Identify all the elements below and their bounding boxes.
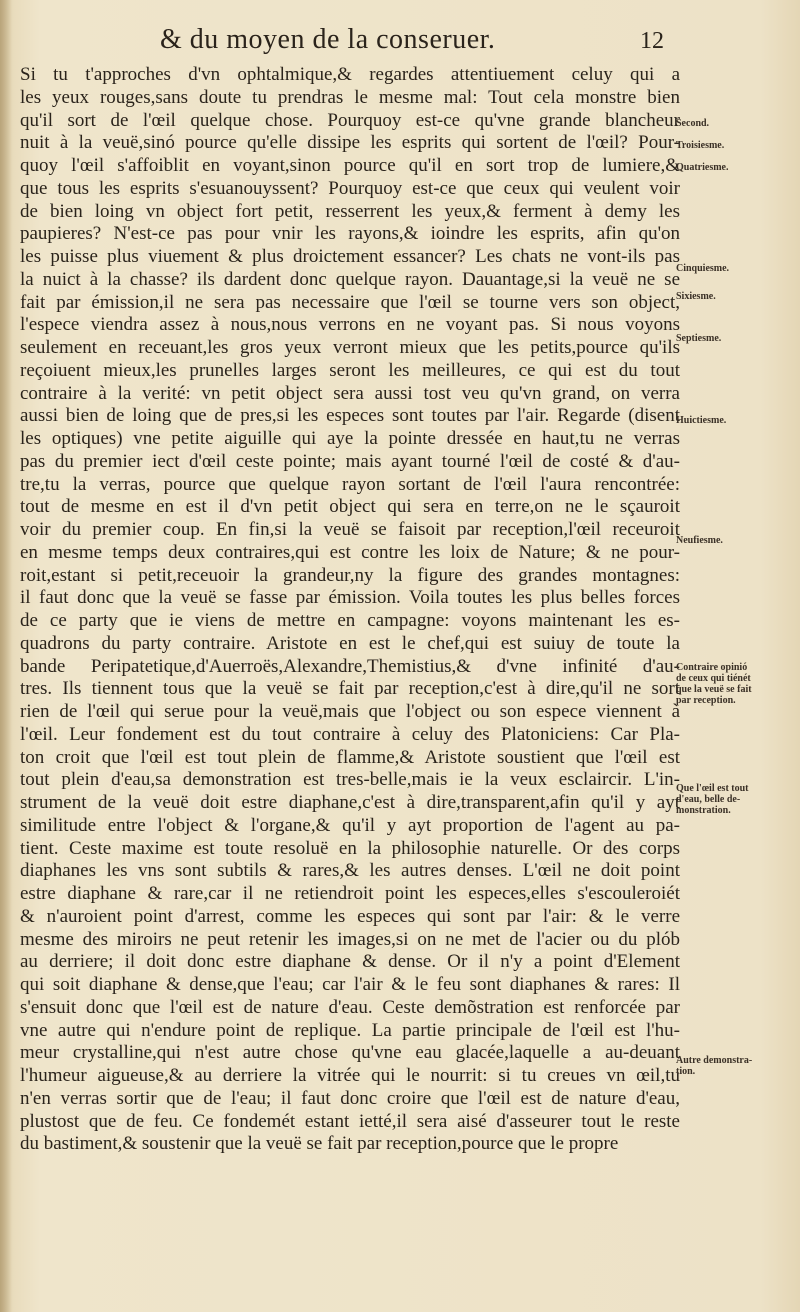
text-line: l'humeur aigueuse,& au derriere la vitrée qui le nourrit: si tu creues vn œil,tu <box>20 1065 680 1086</box>
text-line: vne autre qui n'endure point de replique. La partie principale de l'œil est l'hu- <box>20 1019 680 1041</box>
margin-note-line: monstration. <box>676 805 731 816</box>
text-line: rien de l'œil qui serue pour la veuë,mais que l'object ou son espece viennent à <box>20 701 680 722</box>
margin-note-line: tion. <box>676 1066 696 1077</box>
text-line: voir du premier coup. En fin,si la veuë se faisoit par reception,l'œil receuroit <box>20 519 680 540</box>
text-line: estre diaphane & rare,car il ne retiendroit point les especes,elles s'escouleroiét <box>20 883 680 904</box>
text-line: mesme des miroirs ne peut retenir les images,si on ne met de l'acier ou du plób <box>20 928 680 950</box>
margin-note <box>676 662 796 706</box>
text-line: contraire à la verité: vn petit object sera aussi tost veu qu'vn grand, on verra <box>20 382 680 404</box>
margin-note <box>676 783 796 816</box>
text-line: diaphanes les vns sont subtils & rares,& les autres denses. L'œil ne doit point <box>20 860 680 882</box>
margin-note-line: Sixiesme. <box>676 291 716 302</box>
page-number: 12 <box>640 28 664 54</box>
text-line: quoy l'œil s'affoiblit en voyant,sinon pource qu'il en sort trop de lumiere,& <box>20 155 680 176</box>
text-line: roit,estant si petit,receuoir la grandeur,ny la figure des grandes montagnes: <box>20 564 680 586</box>
margin-note <box>676 162 796 173</box>
text-line: ton croit que l'œil est tout plein de flamme,& Aristote soustient que l'œil est <box>20 746 680 768</box>
margin-note <box>676 263 796 274</box>
text-line: meur crystalline,qui n'est autre chose qu'vne eau glacée,laquelle a au-deuant <box>20 1042 680 1064</box>
margin-note <box>676 535 796 546</box>
text-line: strument de la veuë doit estre diaphane,c'est à dire,transparent,afin qu'il y ayt <box>20 792 680 813</box>
body-text <box>20 64 680 1156</box>
text-line: que tous les esprits s'esuanouyssent? Pourquoy est-ce que ceux qui veulent voir <box>20 177 680 199</box>
text-line: les yeux rouges,sans doute tu prendras le mesme mal: Tout cela monstre bien <box>20 86 680 108</box>
text-line: aussi bien de loing que de pres,si les especes sont toutes par l'air. Regarde (disent <box>20 405 680 427</box>
text-line: l'espece viendra assez à nous,nous verrons en ne voyant pas. Si nous voyons <box>20 314 680 336</box>
margin-note-line: de ceux qui tiénét <box>676 673 751 684</box>
text-line: tout de mesme en est il d'vn petit object qui sera en terre,on ne le sçauroit <box>20 496 680 518</box>
text-line: tout plein d'eau,sa demonstration est tres-belle,mais ie la veux esclaircir. L'in- <box>20 769 680 791</box>
text-line: tient. Ceste maxime est toute resoluë en la philosophie naturelle. Or des corps <box>20 837 680 859</box>
page-header <box>160 24 664 64</box>
text-line: plustost que de feu. Ce fondemét estant ietté,il sera aisé d'asseurer tout le reste <box>20 1110 680 1132</box>
text-line: paupieres? N'est-ce pas pour vnir les rayons,& ioindre les esprits, afin qu'on <box>20 223 680 245</box>
text-line: quadrons du party contraire. Aristote en est le chef,qui est suiuy de toute la <box>20 632 680 654</box>
margin-note-line: Huictiesme. <box>676 415 727 426</box>
text-line: & n'auroient point d'arrest, comme les especes qui sont par l'air: & le verre <box>20 905 680 927</box>
text-line: fait par émission,il ne sera pas necessaire que l'œil se tourne vers son object, <box>20 291 680 313</box>
margin-note-line: Que l'œil est tout <box>676 783 749 794</box>
margin-note-line: Troisiesme. <box>676 140 725 151</box>
text-line: il faut donc que la veuë se fasse par émission. Voila toutes les plus belles forces <box>20 587 680 609</box>
margin-note <box>676 1055 796 1077</box>
text-line: n'en verras sortir que de l'eau; il faut donc croire que l'œil est de nature d'eau, <box>20 1087 680 1109</box>
margin-note <box>676 291 796 302</box>
text-line: tre,tu la verras, pource que quelque rayon sortant de l'œil l'aura rencontrée: <box>20 473 680 495</box>
margin-note-line: Quatriesme. <box>676 162 729 173</box>
text-line: la nuict à la chasse? ils dardent donc quelque rayon. Dauantage,si la veuë ne se <box>20 268 680 290</box>
text-line: de bien loing vn object fort petit, resserrent les yeux,& ferment à demy les <box>20 200 680 222</box>
margin-note-line: que la veuë se fait <box>676 684 752 695</box>
margin-note <box>676 140 796 151</box>
margin-note <box>676 333 796 344</box>
text-line: bande Peripatetique,d'Auerroës,Alexandre,Themistius,& d'vne infinité d'au- <box>20 655 680 677</box>
margin-note <box>676 118 796 129</box>
text-line: tres. Ils tiennent tous que la veuë se fait par reception,c'est à dire,qu'il ne sort <box>20 678 680 700</box>
margin-note-line: Neufiesme. <box>676 535 723 546</box>
text-line: Si tu t'approches d'vn ophtalmique,& regardes attentiuement celuy qui a <box>20 64 680 85</box>
text-line: au derriere; il doit donc estre diaphane & dense. Or il n'y a point d'Element <box>20 951 680 973</box>
text-line: les puisse plus viuement & plus droictement essancer? Les chats ne vont-ils pas <box>20 246 680 267</box>
text-line: qui soit diaphane & dense,que l'eau; car l'air & le feu sont diaphanes & rares: Il <box>20 974 680 995</box>
running-title: & du moyen de la conseruer. <box>160 24 496 55</box>
margin-note-line: Septiesme. <box>676 333 722 344</box>
text-line: seulement en receuant,les gros yeux verront mieux que les petits,pource qu'ils <box>20 337 680 358</box>
margin-note-line: d'eau, belle de- <box>676 794 741 805</box>
text-line: du bastiment,& soustenir que la veuë se fait par reception,pource que le propre <box>20 1133 619 1155</box>
text-line: qu'il sort de l'œil quelque chose. Pourquoy est-ce qu'vne grande blancheur <box>20 109 680 131</box>
margin-note-line: Autre demonstra- <box>676 1055 753 1066</box>
margin-note-line: Contraire opinió <box>676 662 748 673</box>
text-line: de ce party que ie viens de mettre en campagne: voyons maintenant les es- <box>20 610 680 631</box>
margin-note <box>676 415 796 426</box>
text-line: l'œil. Leur fondement est du tout contraire à celuy des Platoniciens: Car Pla- <box>20 723 680 745</box>
margin-note-line: par reception. <box>676 695 736 706</box>
text-line: similitude entre l'object & l'organe,& qu'il y ayt proportion de l'agent au pa- <box>20 814 680 836</box>
text-line: nuit à la veuë,sinó pource qu'elle dissipe les esprits qui sortent de l'œil? Pour- <box>20 132 680 154</box>
gutter-shadow <box>0 0 12 1312</box>
text-line: pas du premier iect d'œil ceste pointe; mais ayant tourné l'œil de costé & d'au- <box>20 450 680 472</box>
text-line: reçoiuent mieux,les prunelles larges seront les meilleures, ce qui est du tout <box>20 359 680 381</box>
text-line: les optiques) vne petite aiguille qui aye la pointe dressée en haut,tu ne verras <box>20 428 680 449</box>
text-line: en mesme temps deux contraires,qui est contre les loix de Nature; & ne pour- <box>20 541 680 563</box>
margin-note-line: Cinquiesme. <box>676 263 730 274</box>
text-line: s'ensuit donc que l'œil est de nature d'eau. Ceste demõstration est renforcée par <box>20 996 680 1018</box>
margin-note-line: Second. <box>676 118 710 129</box>
